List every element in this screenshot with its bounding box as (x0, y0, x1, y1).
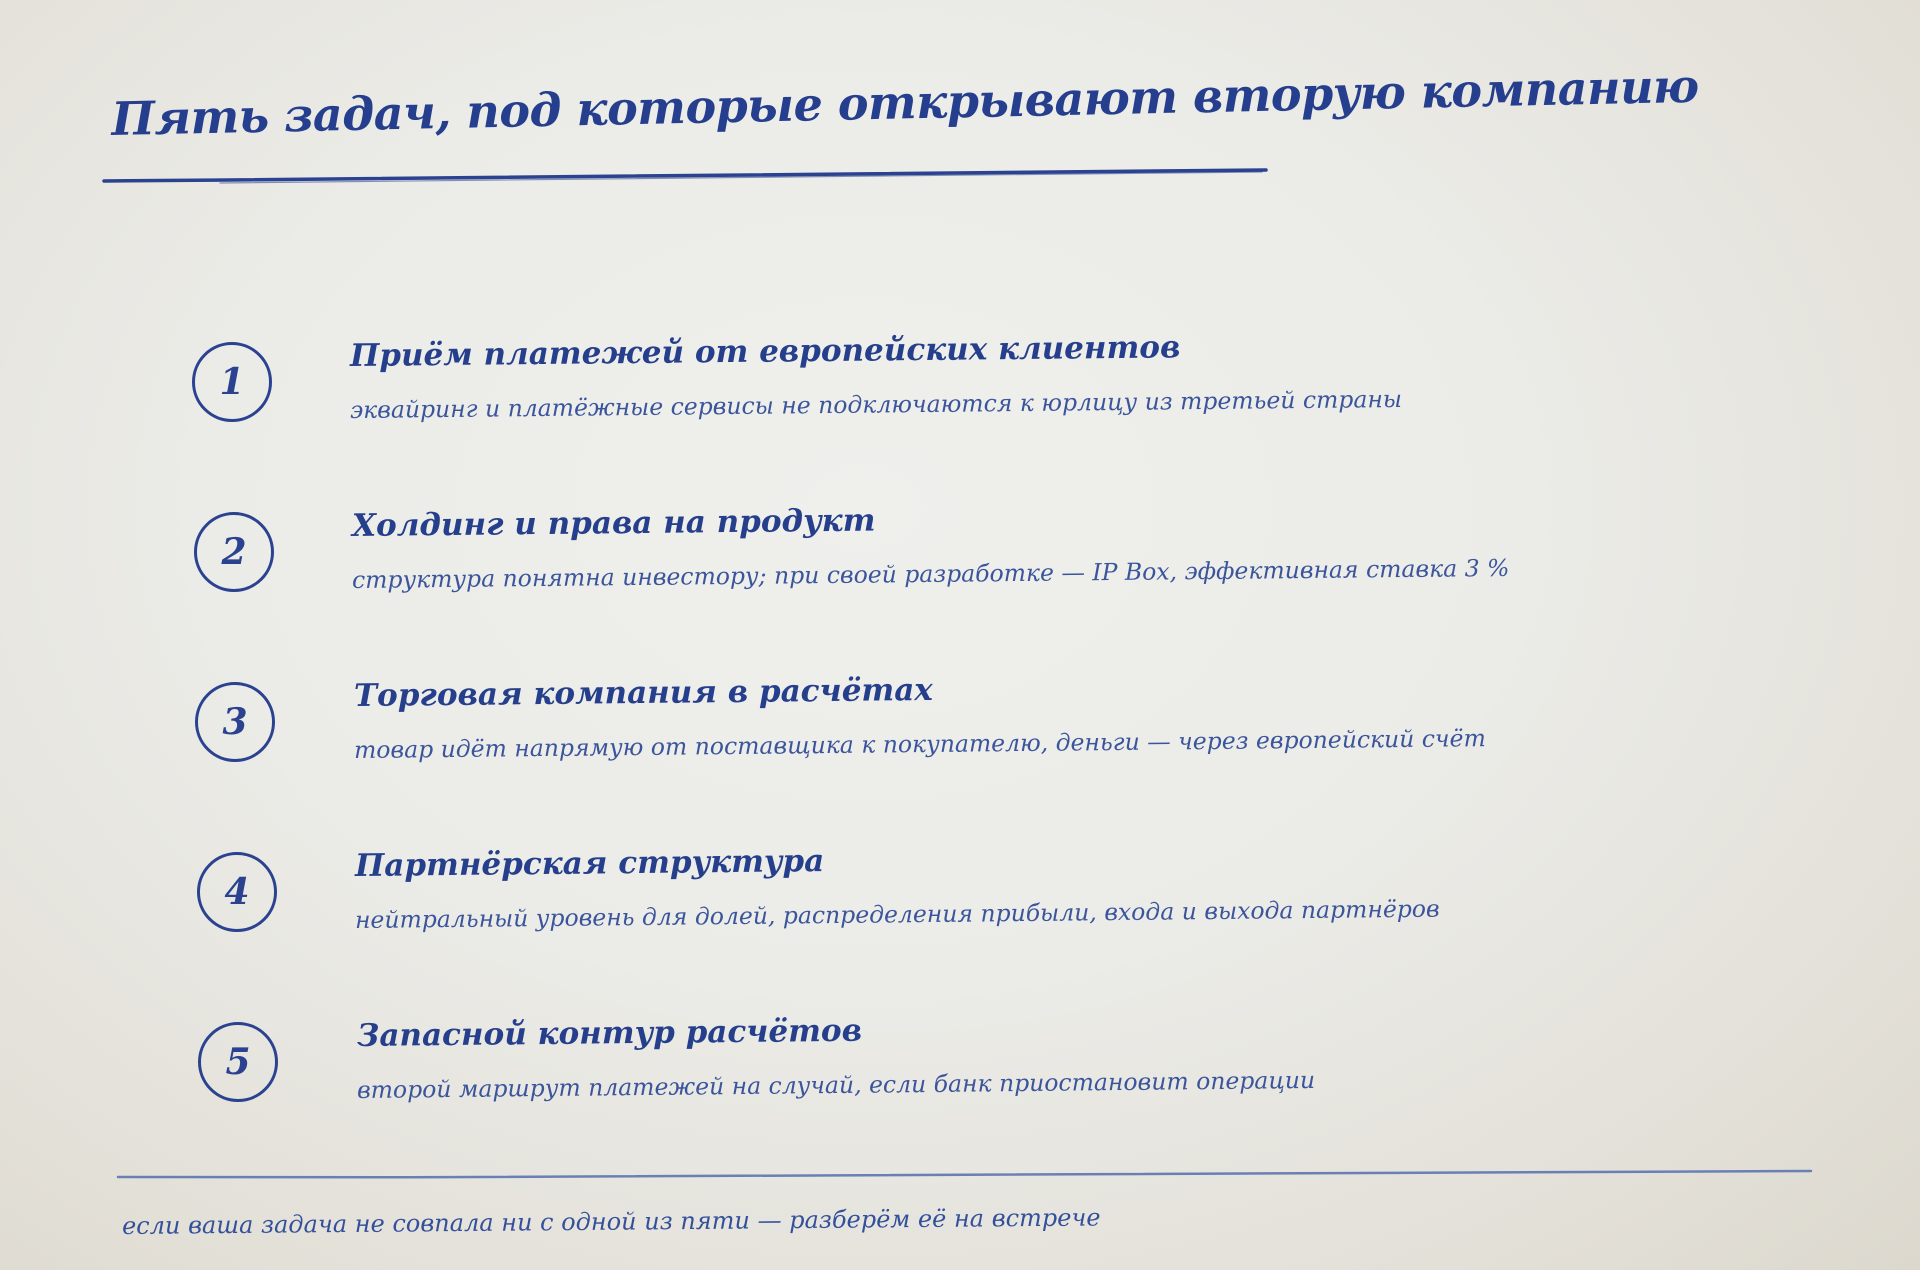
number-circle (198, 1022, 278, 1102)
task-item-3 (0, 670, 1920, 790)
footer-divider (118, 1171, 1811, 1177)
task-item-1 (0, 330, 1920, 450)
footer-note: если ваша задача не совпала ни с одной из пяти — разберём её на встрече (121, 1203, 1101, 1240)
task-title: Холдинг и права на продукт (351, 502, 876, 544)
task-description: структура понятна инвестору; при своей разработке — IP Box, эффективная ставка 3 % (351, 553, 1510, 594)
task-item-4 (0, 840, 1920, 960)
task-number: 5 (225, 1041, 251, 1083)
task-description: эквайринг и платёжные сервисы не подключаются к юрлицу из третьей страны (349, 384, 1403, 424)
number-circle (194, 512, 274, 592)
task-item-5 (0, 1010, 1920, 1130)
task-description: нейтральный уровень для долей, распределения прибыли, входа и выхода партнёров (354, 894, 1440, 934)
task-description: второй маршрут платежей на случай, если банк приостановит операции (356, 1065, 1316, 1104)
number-circle (192, 342, 272, 422)
task-number: 3 (222, 701, 248, 743)
task-title: Запасной контур расчётов (356, 1012, 863, 1054)
task-title: Торговая компания в расчётах (353, 671, 934, 714)
number-circle (195, 682, 275, 762)
task-number: 1 (219, 361, 245, 403)
task-number: 4 (224, 871, 250, 913)
task-title: Приём платежей от европейских клиентов (349, 329, 1181, 374)
task-number: 2 (221, 531, 247, 573)
number-circle (197, 852, 277, 932)
page-title: Пять задач, под которые открывают вторую компанию (110, 58, 1700, 146)
task-title: Партнёрская структура (354, 843, 825, 884)
task-item-2 (0, 500, 1920, 620)
task-description: товар идёт напрямую от поставщика к покупателю, деньги — через европейский счёт (353, 724, 1486, 764)
